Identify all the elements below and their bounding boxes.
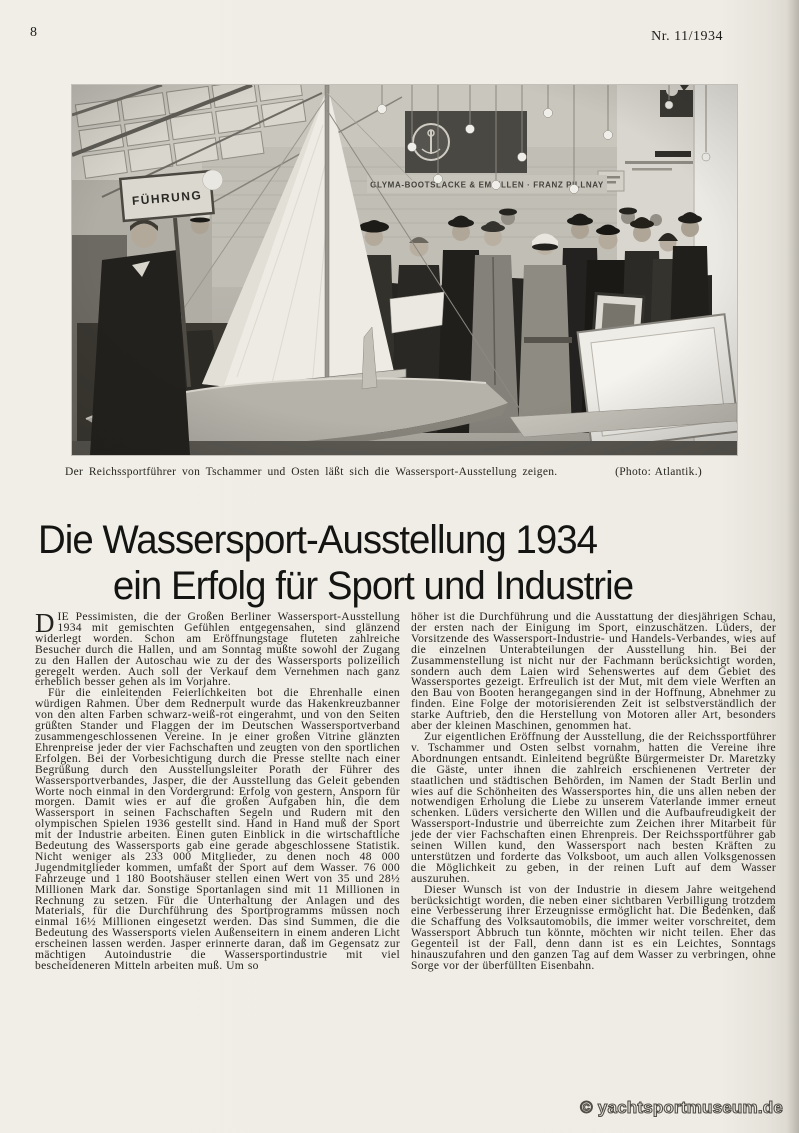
right-column	[411, 612, 776, 972]
photo-credit: (Photo: Atlantik.)	[615, 466, 702, 478]
drop-cap: D	[35, 608, 55, 638]
headline-line-2: ein Erfolg für Sport und Industrie	[112, 564, 634, 608]
paragraph: Zur eigentlichen Eröffnung der Ausstellung, die der Reichssportführer v. Tschammer und Osten selbst vornahm, hatten die Vereine ihre Abordnungen entsandt. Einleitend begrüßte Bürgermeister Dr. Maretzky die Gäste, unter ihnen die zahlreich erschienenen Vertreter der staatlichen und städtischen Behörden, im Namen der Stadt Berlin und wies auf die Schönheiten des Wassersportes hin, die uns allen neben der notwendigen Erholung die Liebe zu unserem Vaterlande immer erneut schenken. Lüders versicherte den Willen und die Aufbaufreudigkeit der Wassersport-Industrie und überreichte zum Zeichen ihrer Mitarbeit für jede der vier Fachschaften einen Ehrenpreis. Der Reichssportführer gab seinen Willen kund, den Wassersport nach besten Kräften zu unterstützen und forderte das Volksboot, um auch allen Volksgenossen die Möglichkeit zu geben, in der reinen Luft auf dem Wasser auszuruhen.	[411, 729, 776, 885]
page-number: 8	[30, 25, 37, 40]
photo-vignette	[72, 85, 737, 455]
article-headline	[38, 517, 633, 609]
exhibition-photo-illustration	[72, 85, 737, 455]
lead-caps: IE	[57, 610, 70, 623]
paragraph: höher ist die Durchführung und die Ausstattung der diesjährigen Schau, der ersten nach der Einigung im Sport, einzuschätzen. Lüders, der Vorsitzende des Wassersport-Industrie- und Handels-Verbandes, wies auf die einzelnen Unterabteilungen der Ausstellung hin. Bei der Zusammenstellung ist nicht nur der Fachmann berücksichtigt worden, sondern auch dem Laien wird Sehenswertes auf dem Gebiet des Wassersportes gezeigt. Erfreulich ist der Mut, mit dem viele Werften an den Bau von Booten herangegangen sind in der Hoffnung, Abnehmer zu finden. Eine Folge der motorisierenden Zeit ist selbstverständlich der starke Auftrieb, den die Herstellung von Motoren aller Art, besonders aber der kleinen Maschinen, genommen hat.	[411, 610, 776, 733]
paragraph-text: Pessimisten, die der Großen Berliner Wassersport-Ausstellung 1934 mit gemischten Gefühlen entgegensahen, sind glänzend widerlegt worden. Schon am Eröffnungstage fluteten zahlreiche Besucher durch die Hallen, und am Sonntag mußte sowohl der Zugang zu den Hallen der Autoschau wie zu der des Wassersports polizeilich geregelt werden. Auch soll der Verkauf dem Vernehmen nach ganz erheblich besser gehen als im Vorjahre.	[35, 610, 400, 689]
headline-line-1: Die Wassersport-Ausstellung 1934	[38, 518, 598, 562]
paragraph	[35, 608, 400, 689]
paragraph: Für die einleitenden Feierlichkeiten bot die Ehrenhalle einen würdigen Rahmen. Über dem Rednerpult wurde das Hakenkreuzbanner von den alten Farben schwarz-weiß-rot eingerahmt, und von den Seiten grüßten Stander und Flaggen der im Deutschen Wassersportverband zusammengeschlossenen Vereine. In je einer großen Vitrine glänzten Ehrenpreise jeder der vier Fachschaften und zeugten von den sportlichen Erfolgen. Bei der Vorbesichtigung durch die Presse stellte nach einer Begrüßung durch den Ausstellungsleiter Porath der Führer des Wassersportverbandes, Jasper, die der Ausstellung das Geleit gebenden Worte noch einmal in den Vordergrund: Erfolg von gestern, Ansporn für morgen. Damit wies er auf die großen Aufgaben hin, die dem Wassersport in seinen Fachschaften Segeln und Rudern mit den olympischen Spielen 1936 gestellt sind. Hand in Hand muß der Sport mit der Industrie arbeiten. Einen guten Einblick in die wirtschaftliche Bedeutung des Wassersports gab eine gerade abgeschlossene Statistik. Nicht weniger als 233 000 Mitglieder, zu denen noch 48 000 Jugendmitglieder kommen, umfaßt der Sport auf dem Wasser. 76 000 Fahrzeuge und 1 180 Bootshäuser stellen einen Wert von 35 und 28½ Millionen Mark dar. Sonstige Sportanlagen sind mit 11 Millionen in Rechnung zu setzen. Für die Unterhaltung der Anlagen und des Materials, für die Durchführung des Sportprogramms müssen noch einmal 16½ Millionen eingesetzt werden. Das sind Summen, die die Bedeutung des Wassersports vielen Außenseitern in einem anderen Licht erscheinen lassen werden. Jasper erinnerte daran, daß im Gegensatz zur mächtigen Autoindustrie die Wassersportindustrie mit viel bescheideneren Mitteln arbeiten muß. Um so	[35, 686, 400, 972]
exhibition-photo	[72, 85, 737, 455]
paragraph: Dieser Wunsch ist von der Industrie in diesem Jahre weitgehend berücksichtigt worden, die neben einer sichtbaren Verbilligung trotzdem eine Verbesserung ihrer Erzeugnisse ermöglicht hat. Die Bedenken, daß die Schaffung des Volksautomobils, die immer weiter vorschreitet, dem Wassersport Abbruch tun könnte, möchten wir nicht teilen. Eher das Gegenteil ist der Fall, denn dann ist es ein Leichtes, Sonntags hinauszufahren und den ganzen Tag auf dem Wasser zu verbringen, ohne Sorge vor der überfüllten Eisenbahn.	[411, 882, 776, 972]
photo-caption-row	[65, 466, 702, 478]
watermark: © yachtsportmuseum.de	[580, 1098, 783, 1117]
article-body	[35, 608, 776, 972]
issue-number: Nr. 11/1934	[651, 29, 723, 44]
photo-caption: Der Reichssportführer von Tschammer und Osten läßt sich die Wassersport-Ausstellung zeigen.	[65, 466, 558, 478]
left-column	[35, 608, 400, 972]
